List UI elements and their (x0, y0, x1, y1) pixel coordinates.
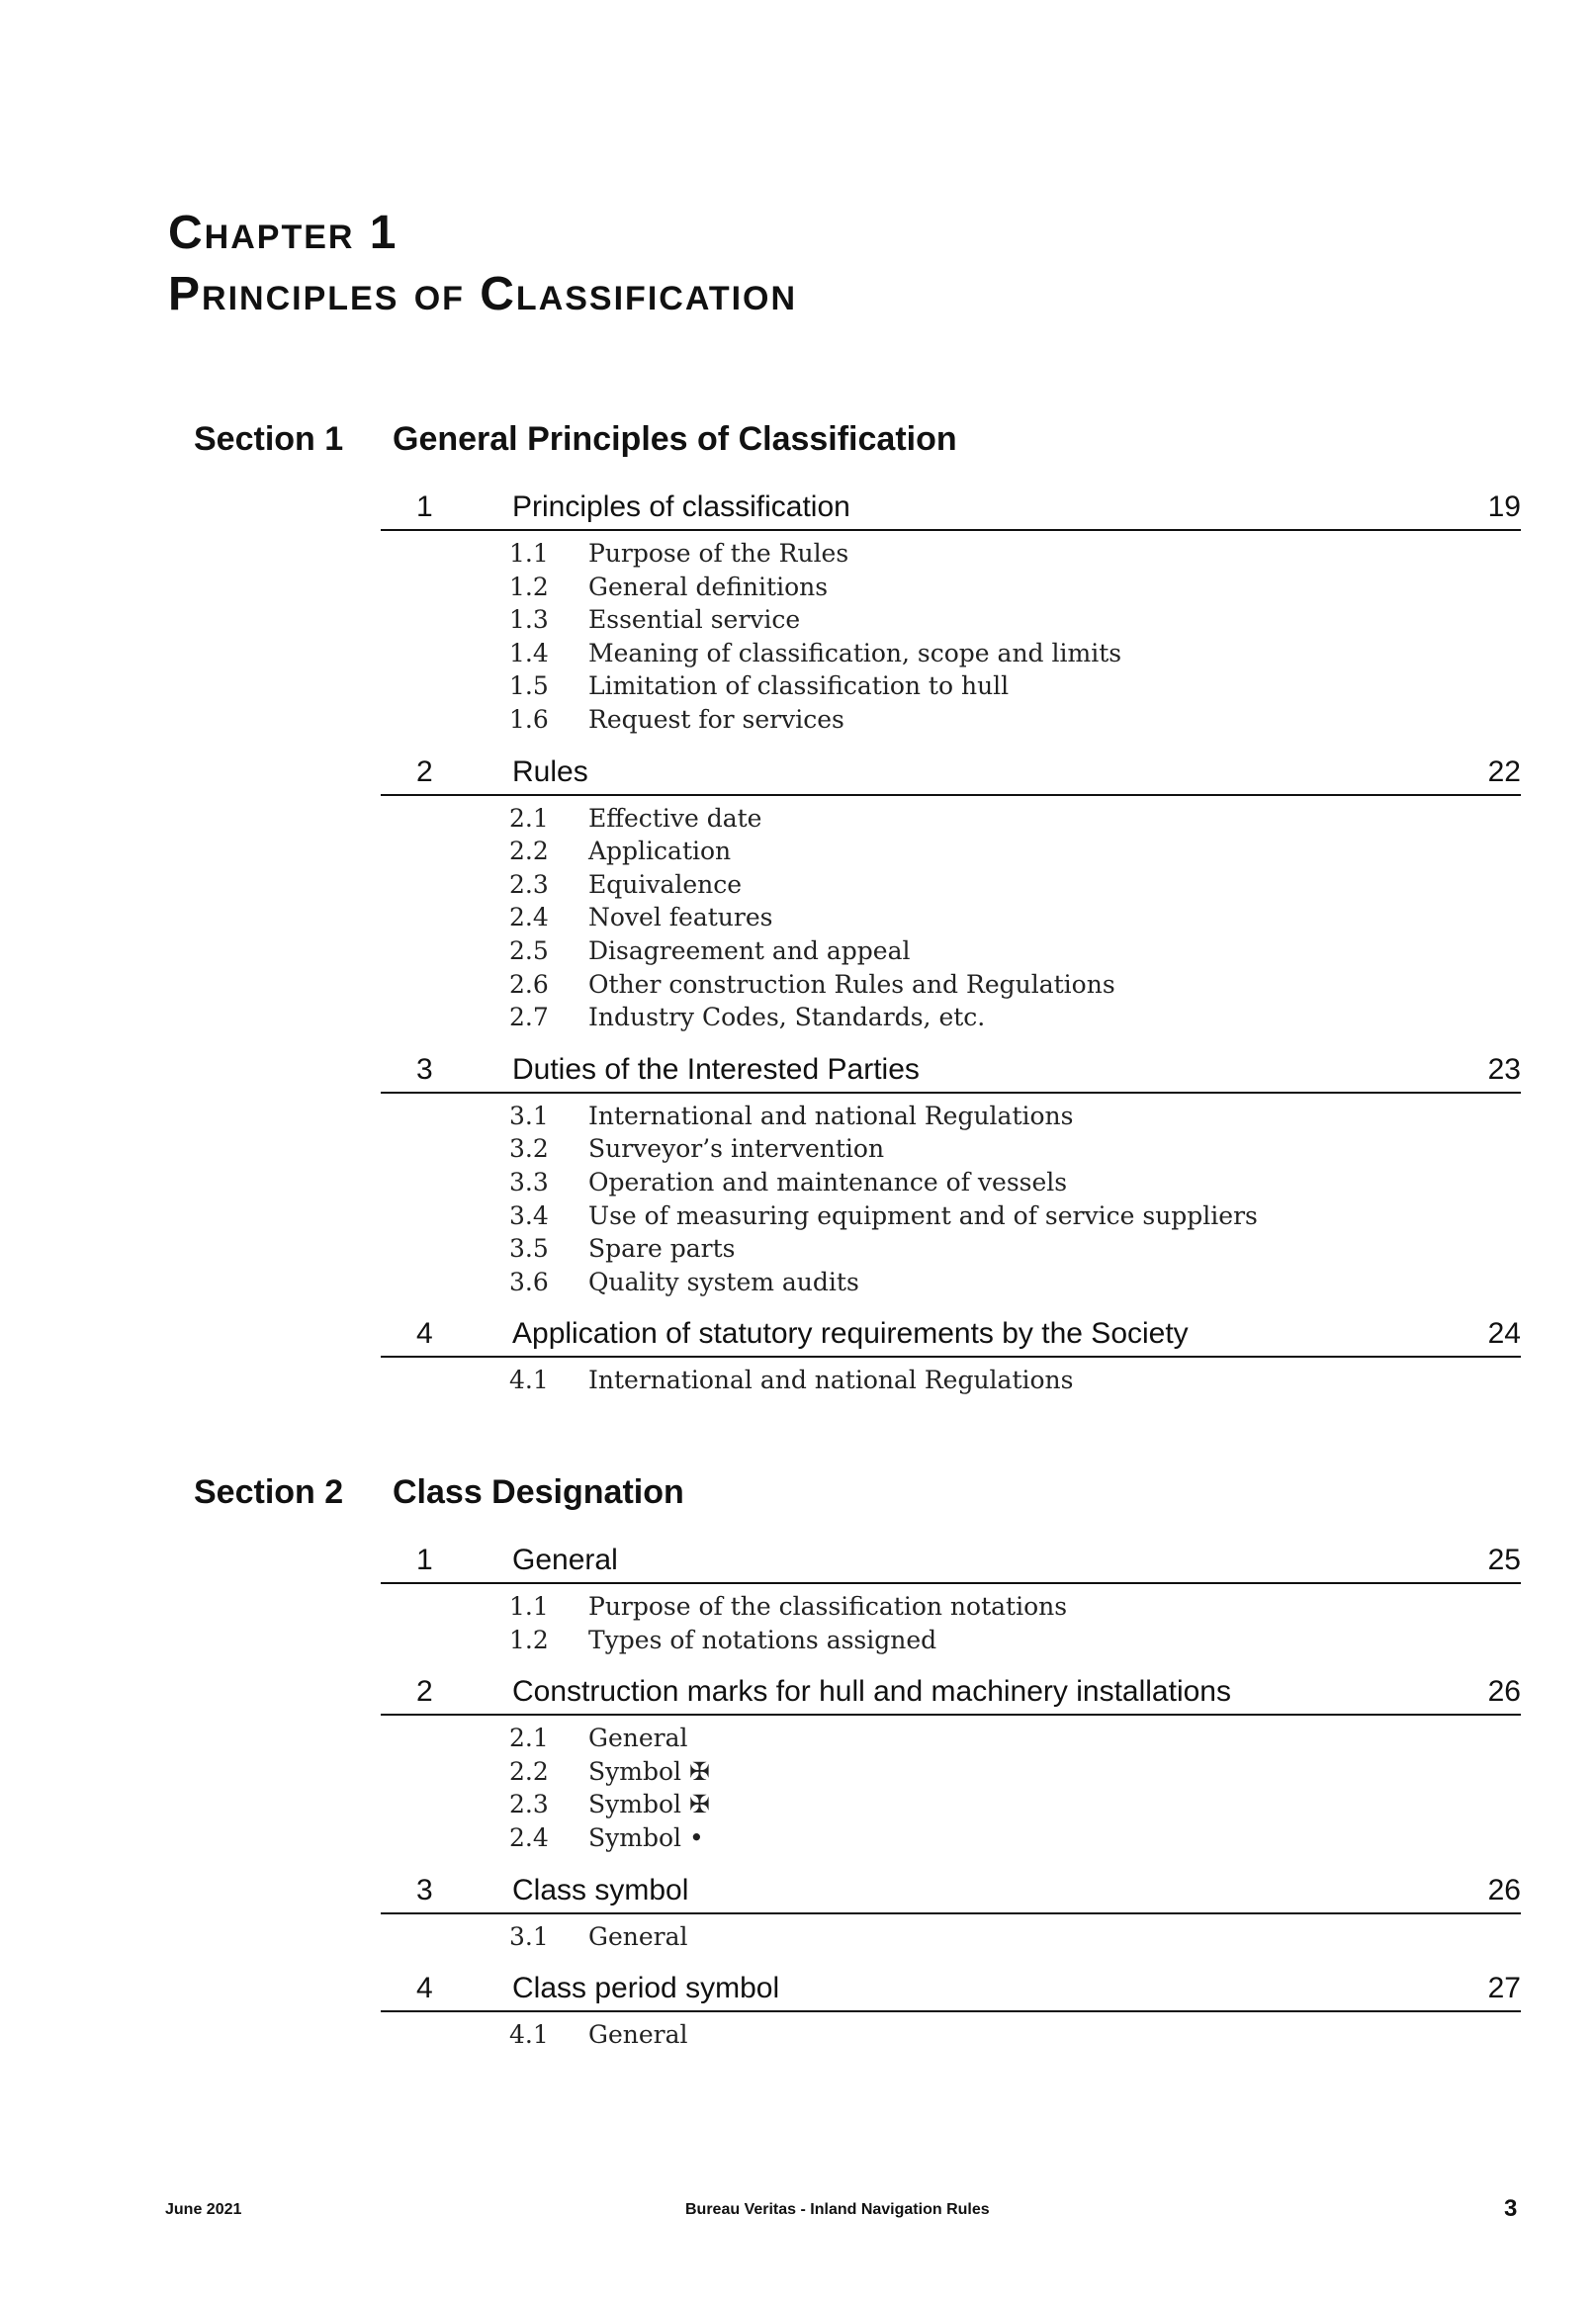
article-title[interactable]: Duties of the Interested Parties (512, 1052, 920, 1086)
toc-subentry[interactable] (381, 903, 1521, 936)
article-title[interactable]: General (512, 1544, 618, 1576)
subentry-title[interactable]: Symbol ✠ (588, 1756, 710, 1786)
subentry-number: 2.1 (509, 1724, 549, 1753)
subentry-number: 3.2 (509, 1134, 549, 1164)
subentry-number: 3.5 (509, 1234, 549, 1264)
article-heading[interactable] (381, 751, 1521, 796)
subentry-number: 3.1 (509, 1921, 549, 1951)
toc-subentry[interactable] (381, 837, 1521, 870)
toc-subentry[interactable] (381, 870, 1521, 904)
toc-article[interactable] (381, 1967, 1521, 2060)
article-title[interactable]: Class symbol (512, 1873, 689, 1906)
subentry-number: 3.4 (509, 1200, 549, 1230)
subentry-number: 3.1 (509, 1101, 549, 1130)
subarticle-list (381, 1584, 1521, 1664)
subarticle-list (381, 1094, 1521, 1307)
toc-subentry[interactable] (381, 1168, 1521, 1201)
section-label: Section 2 (194, 1473, 344, 1511)
article-number: 3 (416, 1052, 433, 1086)
toc-subentry[interactable] (381, 1757, 1521, 1791)
subarticle-list (381, 1716, 1521, 1862)
subentry-title[interactable]: Operation and maintenance of vessels (588, 1167, 1068, 1196)
section-header (0, 420, 1596, 480)
article-heading[interactable] (381, 486, 1521, 531)
subentry-title[interactable]: Purpose of the Rules (588, 539, 849, 568)
toc-subentry[interactable] (381, 804, 1521, 838)
subentry-number: 4.1 (509, 2020, 549, 2050)
article-number: 4 (416, 1317, 433, 1351)
footer-publication: Bureau Veritas - Inland Navigation Rules (685, 2201, 990, 2218)
subentry-number: 2.4 (509, 1822, 549, 1852)
toc-article[interactable] (381, 1312, 1521, 1405)
subentry-title[interactable]: Limitation of classification to hull (588, 671, 1010, 701)
article-page: 22 (1487, 754, 1521, 788)
section-header (0, 1473, 1596, 1533)
toc-subentry[interactable] (381, 1790, 1521, 1823)
toc-subentry[interactable] (381, 671, 1521, 705)
toc-subentry[interactable] (381, 1134, 1521, 1168)
subentry-number: 1.1 (509, 1592, 549, 1621)
toc-subentry[interactable] (381, 970, 1521, 1004)
toc-article[interactable] (381, 1539, 1521, 1664)
subentry-number: 1.4 (509, 638, 549, 667)
subarticle-list (381, 1358, 1521, 1405)
article-heading[interactable] (381, 1312, 1521, 1358)
subentry-number: 1.2 (509, 572, 549, 601)
toc-article[interactable] (381, 1048, 1521, 1307)
article-number: 4 (416, 1972, 433, 2005)
toc-subentry[interactable] (381, 1003, 1521, 1036)
subentry-number: 4.1 (509, 1366, 549, 1395)
article-heading[interactable] (381, 1670, 1521, 1716)
subentry-title[interactable]: Request for services (588, 704, 844, 734)
subentry-title[interactable]: General definitions (588, 572, 829, 601)
article-title[interactable]: Application of statutory requirements by the Society (512, 1317, 1189, 1351)
toc-subentry[interactable] (381, 1102, 1521, 1135)
toc-subentry[interactable] (381, 639, 1521, 672)
subentry-number: 2.3 (509, 869, 549, 899)
article-number: 1 (416, 490, 433, 523)
article-number: 2 (416, 754, 433, 788)
article-heading[interactable] (381, 1869, 1521, 1914)
toc-article[interactable] (381, 486, 1521, 745)
subentry-title[interactable]: Effective date (588, 803, 762, 833)
section-title: General Principles of Classification (393, 420, 957, 458)
subentry-number: 2.3 (509, 1790, 549, 1819)
footer-date: June 2021 (165, 2201, 242, 2218)
subentry-number: 3.6 (509, 1267, 549, 1296)
article-page: 26 (1487, 1675, 1521, 1709)
subentry-title[interactable]: Spare parts (588, 1234, 736, 1264)
section-1 (0, 420, 1596, 1405)
section-title: Class Designation (393, 1473, 684, 1511)
subentry-number: 1.6 (509, 704, 549, 734)
toc-subentry[interactable] (381, 1823, 1521, 1857)
subentry-title[interactable]: Types of notations assigned (588, 1625, 937, 1654)
toc-subentry[interactable] (381, 573, 1521, 606)
toc-subentry[interactable] (381, 1234, 1521, 1268)
section-label: Section 1 (194, 420, 344, 458)
article-page: 24 (1487, 1317, 1521, 1351)
toc-subentry[interactable] (381, 1724, 1521, 1757)
subentry-number: 1.5 (509, 671, 549, 701)
subentry-number: 2.4 (509, 903, 549, 932)
toc-subentry[interactable] (381, 1592, 1521, 1626)
subentry-title[interactable]: Surveyor’s intervention (588, 1134, 885, 1164)
section-2 (0, 1473, 1596, 2060)
subentry-number: 3.3 (509, 1167, 549, 1196)
article-title[interactable]: Class period symbol (512, 1972, 780, 2005)
subentry-number: 2.1 (509, 803, 549, 833)
toc-subentry[interactable] (381, 605, 1521, 639)
subentry-number: 1.2 (509, 1625, 549, 1654)
article-page: 26 (1487, 1873, 1521, 1906)
subentry-title[interactable]: Industry Codes, Standards, etc. (588, 1003, 986, 1032)
article-heading[interactable] (381, 1048, 1521, 1094)
subentry-title[interactable]: Novel features (588, 903, 773, 932)
subentry-title[interactable]: Other construction Rules and Regulations (588, 969, 1115, 999)
subentry-number: 2.2 (509, 837, 549, 866)
subentry-title[interactable]: Meaning of classification, scope and limits (588, 638, 1122, 667)
article-page: 27 (1487, 1972, 1521, 2005)
subentry-title[interactable]: Disagreement and appeal (588, 935, 911, 965)
page-footer (0, 2195, 1596, 2225)
article-heading[interactable] (381, 1967, 1521, 2012)
subentry-number: 1.1 (509, 539, 549, 568)
toc-article[interactable] (381, 751, 1521, 1042)
subentry-title[interactable]: Equivalence (588, 869, 743, 899)
toc-subentry[interactable] (381, 936, 1521, 970)
subentry-number: 2.2 (509, 1756, 549, 1786)
toc-subentry[interactable] (381, 1268, 1521, 1301)
subentry-title[interactable]: Essential service (588, 605, 801, 635)
subentry-number: 2.5 (509, 935, 549, 965)
subentry-title[interactable]: General (588, 1724, 688, 1753)
subentry-number: 2.6 (509, 969, 549, 999)
subentry-title[interactable]: General (588, 2020, 688, 2050)
subentry-title[interactable]: Symbol ✠ (588, 1790, 710, 1819)
toc-subentry[interactable] (381, 1201, 1521, 1235)
toc-subentry[interactable] (381, 539, 1521, 573)
chapter-title: Principles of Classification (168, 268, 798, 321)
subarticle-list (381, 1914, 1521, 1962)
subentry-number: 2.7 (509, 1003, 549, 1032)
toc-subentry[interactable] (381, 1626, 1521, 1659)
article-title[interactable]: Principles of classification (512, 490, 850, 523)
article-heading[interactable] (381, 1539, 1521, 1584)
subarticle-list (381, 531, 1521, 745)
article-page: 25 (1487, 1544, 1521, 1576)
article-number: 3 (416, 1873, 433, 1906)
article-page: 23 (1487, 1052, 1521, 1086)
subentry-title[interactable]: Purpose of the classification notations (588, 1592, 1068, 1621)
article-number: 1 (416, 1544, 433, 1576)
subarticle-list (381, 2012, 1521, 2060)
subentry-title[interactable]: Quality system audits (588, 1267, 859, 1296)
article-number: 2 (416, 1675, 433, 1709)
subentry-title[interactable]: Use of measuring equipment and of service suppliers (588, 1200, 1258, 1230)
toc-subentry[interactable] (381, 2020, 1521, 2054)
toc-subentry[interactable] (381, 705, 1521, 739)
article-title[interactable]: Construction marks for hull and machinery installations (512, 1675, 1231, 1709)
footer-page-number: 3 (1504, 2195, 1518, 2222)
article-title[interactable]: Rules (512, 754, 588, 788)
subarticle-list (381, 796, 1521, 1042)
toc-subentry[interactable] (381, 1922, 1521, 1956)
subentry-title[interactable]: General (588, 1921, 688, 1951)
subentry-title[interactable]: International and national Regulations (588, 1101, 1074, 1130)
toc-subentry[interactable] (381, 1366, 1521, 1399)
toc-article[interactable] (381, 1869, 1521, 1962)
subentry-title[interactable]: Application (588, 837, 732, 866)
chapter-heading (168, 203, 797, 326)
toc-article[interactable] (381, 1670, 1521, 1862)
article-page: 19 (1487, 490, 1521, 523)
subentry-number: 1.3 (509, 605, 549, 635)
subentry-title[interactable]: Symbol • (588, 1822, 704, 1852)
subentry-title[interactable]: International and national Regulations (588, 1366, 1074, 1395)
chapter-number: Chapter 1 (168, 207, 399, 259)
